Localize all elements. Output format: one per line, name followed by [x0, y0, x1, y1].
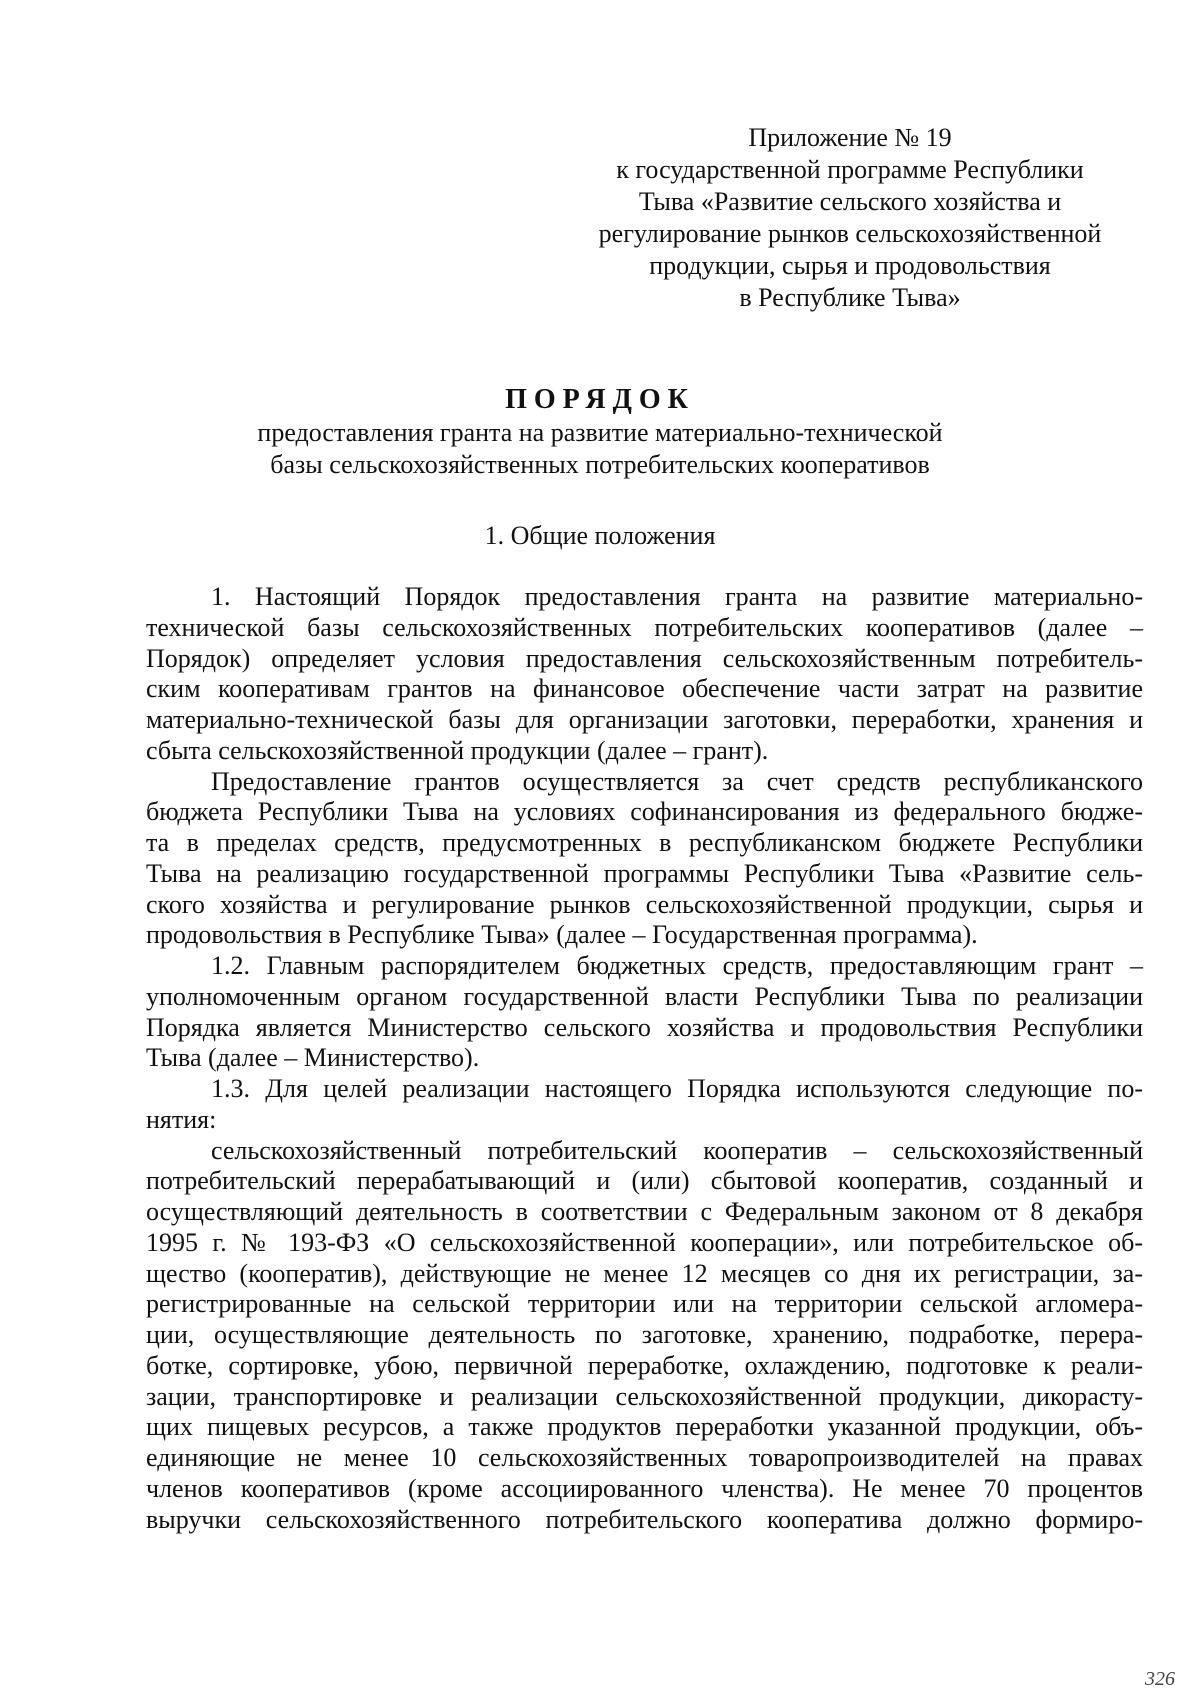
- body-line: 1. Настоящий Порядок предоставления гранта на развитие материально-: [211, 582, 1143, 611]
- body-line: технической базы сельскохозяйственных потребительских кооперативов (далее –: [146, 612, 1143, 642]
- subtitle-line: базы сельскохозяйственных потребительских кооперативов: [270, 450, 930, 479]
- body-line: 1.2. Главным распорядителем бюджетных средств, предоставляющим грант –: [211, 951, 1143, 980]
- appendix-line: к государственной программе Республики: [616, 155, 1084, 184]
- body-line: членов кооперативов (кроме ассоциированного членства). Не менее 70 процентов: [146, 1473, 1143, 1503]
- body-line: та в пределах средств, предусмотренных в республиканском бюджете Республики: [146, 828, 1143, 857]
- body-line: щих пищевых ресурсов, а также продуктов переработки указанной продукции, объ-: [146, 1412, 1143, 1442]
- subtitle-line: предоставления гранта на развитие материально-технической: [257, 418, 943, 447]
- body-line: 1.3. Для целей реализации настоящего Порядка используются следующие по-: [211, 1074, 1143, 1103]
- body-line: Тыва на реализацию государственной программы Республики Тыва «Развитие сель-: [146, 858, 1143, 888]
- body-line: ского хозяйства и регулирование рынков сельскохозяйственной продукции, сырья и: [146, 889, 1143, 919]
- body-line: ботке, сортировке, убою, первичной переработке, охлаждению, подготовке к реали-: [146, 1350, 1143, 1380]
- body-line: единяющие не менее 10 сельскохозяйственных товаропроизводителей на правах: [146, 1443, 1143, 1472]
- appendix-line: в Республике Тыва»: [739, 283, 961, 312]
- page-number: 326: [1145, 1668, 1175, 1690]
- body-line: зации, транспортировке и реализации сельскохозяйственной продукции, дикорасту-: [146, 1381, 1143, 1411]
- appendix-line: продукции, сырья и продовольствия: [649, 251, 1051, 280]
- body-line: Порядок) определяет условия предоставления сельскохозяйственным потребитель-: [146, 643, 1143, 673]
- body-line: потребительский перерабатывающий и (или) сбытовой кооператив, созданный и: [146, 1166, 1143, 1196]
- body-line: осуществляющий деятельность в соответствии с Федеральным законом от 8 декабря: [146, 1197, 1143, 1226]
- body-line: выручки сельскохозяйственного потребительского кооператива должно формиро-: [146, 1504, 1143, 1534]
- document-subtitle: [0, 417, 1200, 481]
- body-line: Порядка является Министерство сельского хозяйства и продовольствия Республики: [146, 1012, 1143, 1042]
- appendix-line: Приложение № 19: [748, 123, 952, 152]
- body-line: нятия:: [146, 1104, 217, 1134]
- body-line: 1995 г. № 193-ФЗ «О сельскохозяйственной кооперации», или потребительское об-: [146, 1227, 1143, 1257]
- body-line: ции, осуществляющие деятельность по заготовке, хранению, подработке, перера-: [146, 1320, 1143, 1349]
- body-text: [146, 582, 1143, 1535]
- appendix-reference: [560, 122, 1140, 314]
- body-line: продовольствия в Республике Тыва» (далее – Государственная программа).: [146, 920, 978, 950]
- body-line: материально-технической базы для организации заготовки, переработки, хранения и: [146, 705, 1143, 734]
- body-line: Предоставление грантов осуществляется за счет средств республиканского: [211, 766, 1143, 796]
- body-line: Тыва (далее – Министерство).: [146, 1043, 480, 1073]
- body-line: регистрированные на сельской территории или на территории сельской агломера-: [146, 1289, 1143, 1319]
- appendix-line: Тыва «Развитие сельского хозяйства и: [638, 187, 1062, 216]
- body-line: бюджета Республики Тыва на условиях софинансирования из федерального бюдже-: [146, 797, 1143, 827]
- body-line: уполномоченным органом государственной власти Республики Тыва по реализации: [146, 981, 1143, 1011]
- body-line: щество (кооператив), действующие не менее 12 месяцев со дня их регистрации, за-: [146, 1258, 1143, 1288]
- body-line: ским кооперативам грантов на финансовое обеспечение части затрат на развитие: [146, 674, 1143, 704]
- body-line: сельскохозяйственный потребительский кооператив – сельскохозяйственный: [211, 1135, 1143, 1165]
- section-heading: 1. Общие положения: [484, 521, 716, 550]
- document-title: ПОРЯДОК: [505, 384, 695, 415]
- appendix-line: регулирование рынков сельскохозяйственной: [598, 219, 1102, 248]
- body-line: сбыта сельскохозяйственной продукции (далее – грант).: [146, 735, 769, 765]
